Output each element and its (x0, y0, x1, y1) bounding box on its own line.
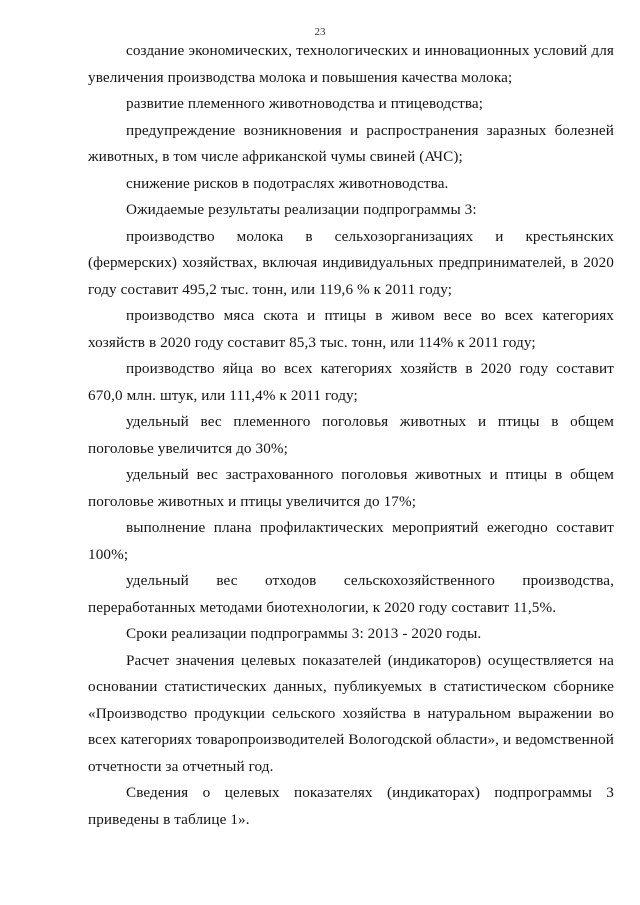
document-body (88, 38, 614, 833)
paragraph-8: производство яйца во всех категориях хозяйств в 2020 году составит 670,0 млн. штук, или 111,4% к 2011 году; (88, 360, 614, 404)
paragraph-1: создание экономических, технологических и инновационных условий для увеличения производства молока и повышения качества молока; (88, 42, 614, 86)
paragraph-4: снижение рисков в подотраслях животноводства. (126, 174, 449, 192)
page-number: 23 (314, 26, 326, 38)
paragraph-2: развитие племенного животноводства и птицеводства; (126, 95, 484, 112)
paragraph-6: производство молока в сельхозорганизациях и крестьянских (фермерских) хозяйствах, включая индивидуальных предпринимателей, в 2020 году составит 495,2 тыс. тонн, или 119,6 % к 2011 году; (88, 227, 614, 298)
paragraph-10: удельный вес застрахованного поголовья животных и птицы в общем поголовье животных и птицы увеличится до 17%; (88, 466, 614, 510)
paragraph-13: Сроки реализации подпрограммы 3: 2013 - 2020 годы. (126, 625, 482, 642)
paragraph-15: Сведения о целевых показателях (индикаторах) подпрограммы 3 приведены в таблице 1». (88, 784, 614, 828)
paragraph-5: Ожидаемые результаты реализации подпрограммы 3: (126, 201, 477, 218)
paragraph-9: удельный вес племенного поголовья животных и птицы в общем поголовье увеличится до 30%; (88, 413, 614, 457)
paragraph-11: выполнение плана профилактических мероприятий ежегодно составит 100%; (88, 519, 614, 563)
paragraph-3: предупреждение возникновения и распространения заразных болезней животных, в том числе африканской чумы свиней (АЧС); (88, 121, 614, 165)
paragraph-14: Расчет значения целевых показателей (индикаторов) осуществляется на основании статистических данных, публикуемых в статистическом сборнике «Производство продукции сельского хозяйства в натуральном выражении во всех категориях товаропроизводителей Вологодской области», и ведомственной отчетности за отчетный год. (88, 651, 614, 775)
paragraph-12: удельный вес отходов сельскохозяйственного производства, переработанных методами биотехнологии, к 2020 году составит 11,5%. (88, 572, 614, 616)
paragraph-7: производство мяса скота и птицы в живом весе во всех категориях хозяйств в 2020 году составит 85,3 тыс. тонн, или 114% к 2011 году; (88, 307, 614, 351)
